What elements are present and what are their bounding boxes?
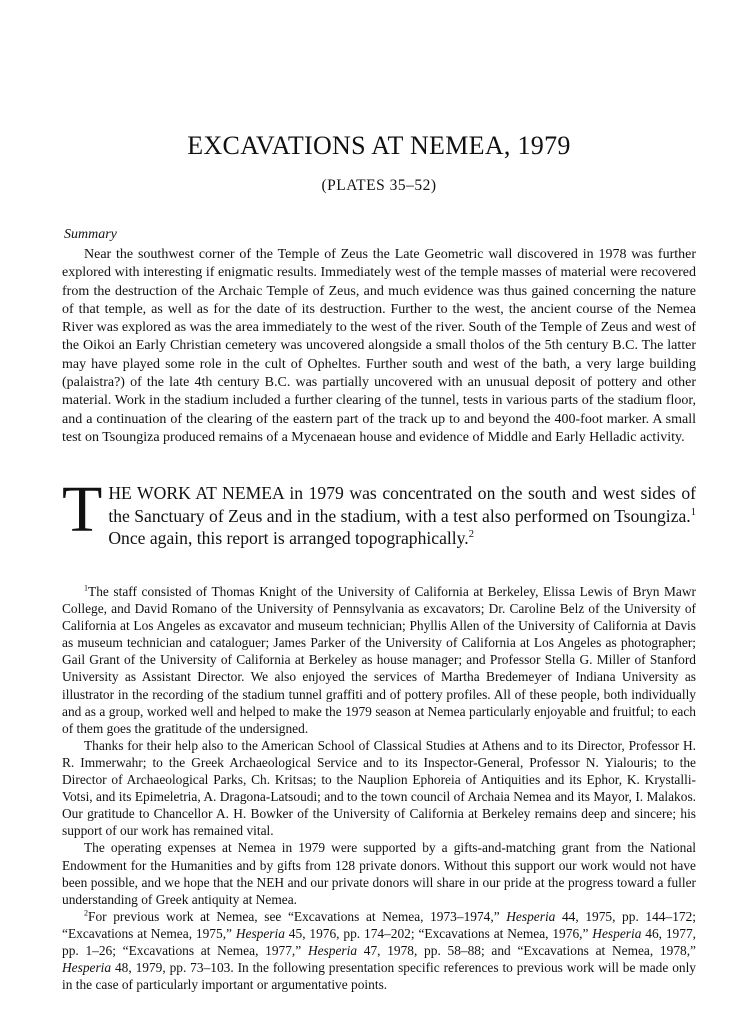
footnotes: [62, 583, 696, 993]
fn2-text-d: 46, 1977, pp. 1–26; “Excavations at Nemea, 1977,”: [62, 925, 696, 958]
footnote-2: [62, 908, 696, 993]
intro-text-2: Once again, this report is arranged topographically.: [108, 528, 469, 548]
fn2-text-b: 44, 1975, pp. 144–172; “Excavations at Nemea, 1975,”: [62, 908, 696, 941]
footnote-marker-1: 1: [84, 583, 89, 593]
summary-paragraph: Near the southwest corner of the Temple of Zeus the Late Geometric wall discovered in 1978 was further explored with interesting if enigmatic results. Immediately west of the temple masses of material were recovered from the destruction of the Archaic Temple of Zeus, and much evidence was thus gained concerning the nature of that temple, as well as for the date of its destruction. Further to the west, the ancient course of the Nemea River was explored as was the area immediately to the west of the river. South of the Temple of Zeus and west of the Oikoi an Early Christian cemetery was uncovered alongside a small tholos of the 5th century B.C. The latter may have played some role in the cult of Opheltes. Further south and west of the bath, a very large building (palaistra?) of the late 4th century B.C. was partially uncovered with an unusual deposit of pottery and other material. Work in the stadium included a further clearing of the tunnel, tests in various parts of the stadium floor, and a continuation of the clearing of the eastern part of the track up to and beyond the 400-foot marker. A small test on Tsoungiza produced remains of a Mycenaean house and evidence of Middle and Early Helladic activity.: [62, 247, 696, 445]
footnote-1-text: The staff consisted of Thomas Knight of the University of California at Berkeley, Elissa Lewis of Bryn Mawr College, and David Romano of the University of Pennsylvania as excavators; Dr. Caroline Belz of the University of California at Los Angeles as excavator and museum technician; Phyllis Allen of the University of California at Davis as museum technician and cataloguer; James Parker of the University of California at Los Angeles as photographer; Gail Grant of the University of California at Berkeley as house manager; and Professor Stella G. Miller of Stanford University as Assistant Director. We also enjoyed the services of Martha Bredemeyer of Indiana University as illustrator in the recording of the stadium tunnel graffiti and of pottery profiles. All of these people, both individually and as a group, worked well and helped to make the 1979 season at Nemea particularly enjoyable and fruitful; to each of them goes the gratitude of the undersigned.: [62, 584, 696, 736]
footnote-ref-2[interactable]: 2: [468, 529, 474, 541]
journal-title: Hesperia: [62, 960, 112, 976]
fn2-text-f: 48, 1979, pp. 73–103. In the following presentation specific references to previous work will be made only in the case of particularly important or argumentative points.: [62, 960, 696, 993]
journal-title: Hesperia: [592, 925, 642, 941]
intro-text: HE WORK AT NEMEA in 1979 was concentrated on the south and west sides of the Sanctuary of Zeus and in the stadium, with a test also performed on Tsoungiza.: [108, 483, 696, 526]
journal-title: Hesperia: [506, 908, 556, 924]
plates-reference: (PLATES 35–52): [321, 177, 437, 194]
drop-cap: T: [62, 473, 103, 546]
footnote-1-paragraph-2: Thanks for their help also to the American School of Classical Studies at Athens and to its Director, Professor H. R. Immerwahr; to the Greek Archaeological Service and to its Inspector-General, Professor N. Yialouris; to the Director of Archaeological Parks, Ch. Kritsas; to the Nauplion Ephoreia of Antiquities and its Ephor, K. Krystalli-Votsi, and its Epimeletria, A. Dragona-Latsoudi; and to the town council of Archaia Nemea and its Mayor, I. Malakos. Our gratitude to Chancellor A. H. Bowker of the University of California at Berkeley remains deep and sincere; his support of our work has remained vital.: [62, 737, 696, 839]
footnote-ref-1[interactable]: 1: [690, 506, 696, 518]
fn2-text-e: 47, 1978, pp. 58–88; and “Excavations at Nemea, 1978,”: [357, 942, 697, 958]
footnote-marker-2: 2: [84, 908, 89, 918]
fn2-text-a: For previous work at Nemea, see “Excavations at Nemea, 1973–1974,”: [88, 908, 507, 924]
article-title: EXCAVATIONS AT NEMEA, 1979: [187, 131, 571, 160]
journal-title: Hesperia: [235, 925, 285, 941]
fn2-text-c: 45, 1976, pp. 174–202; “Excavations at Nemea, 1976,”: [284, 925, 593, 941]
summary-heading: Summary: [64, 227, 117, 242]
footnote-1-paragraph-1: [62, 583, 696, 737]
intro-paragraph: [62, 473, 696, 550]
footnote-1-paragraph-3: The operating expenses at Nemea in 1979 were supported by a gifts-and-matching grant from the National Endowment for the Humanities and by gifts from 128 private donors. Without this support our work would not have been possible, and we hope that the NEH and our private donors will share in our pride at the progress toward a fuller understanding of Greek antiquity at Nemea.: [62, 840, 696, 907]
journal-title: Hesperia: [307, 942, 358, 958]
